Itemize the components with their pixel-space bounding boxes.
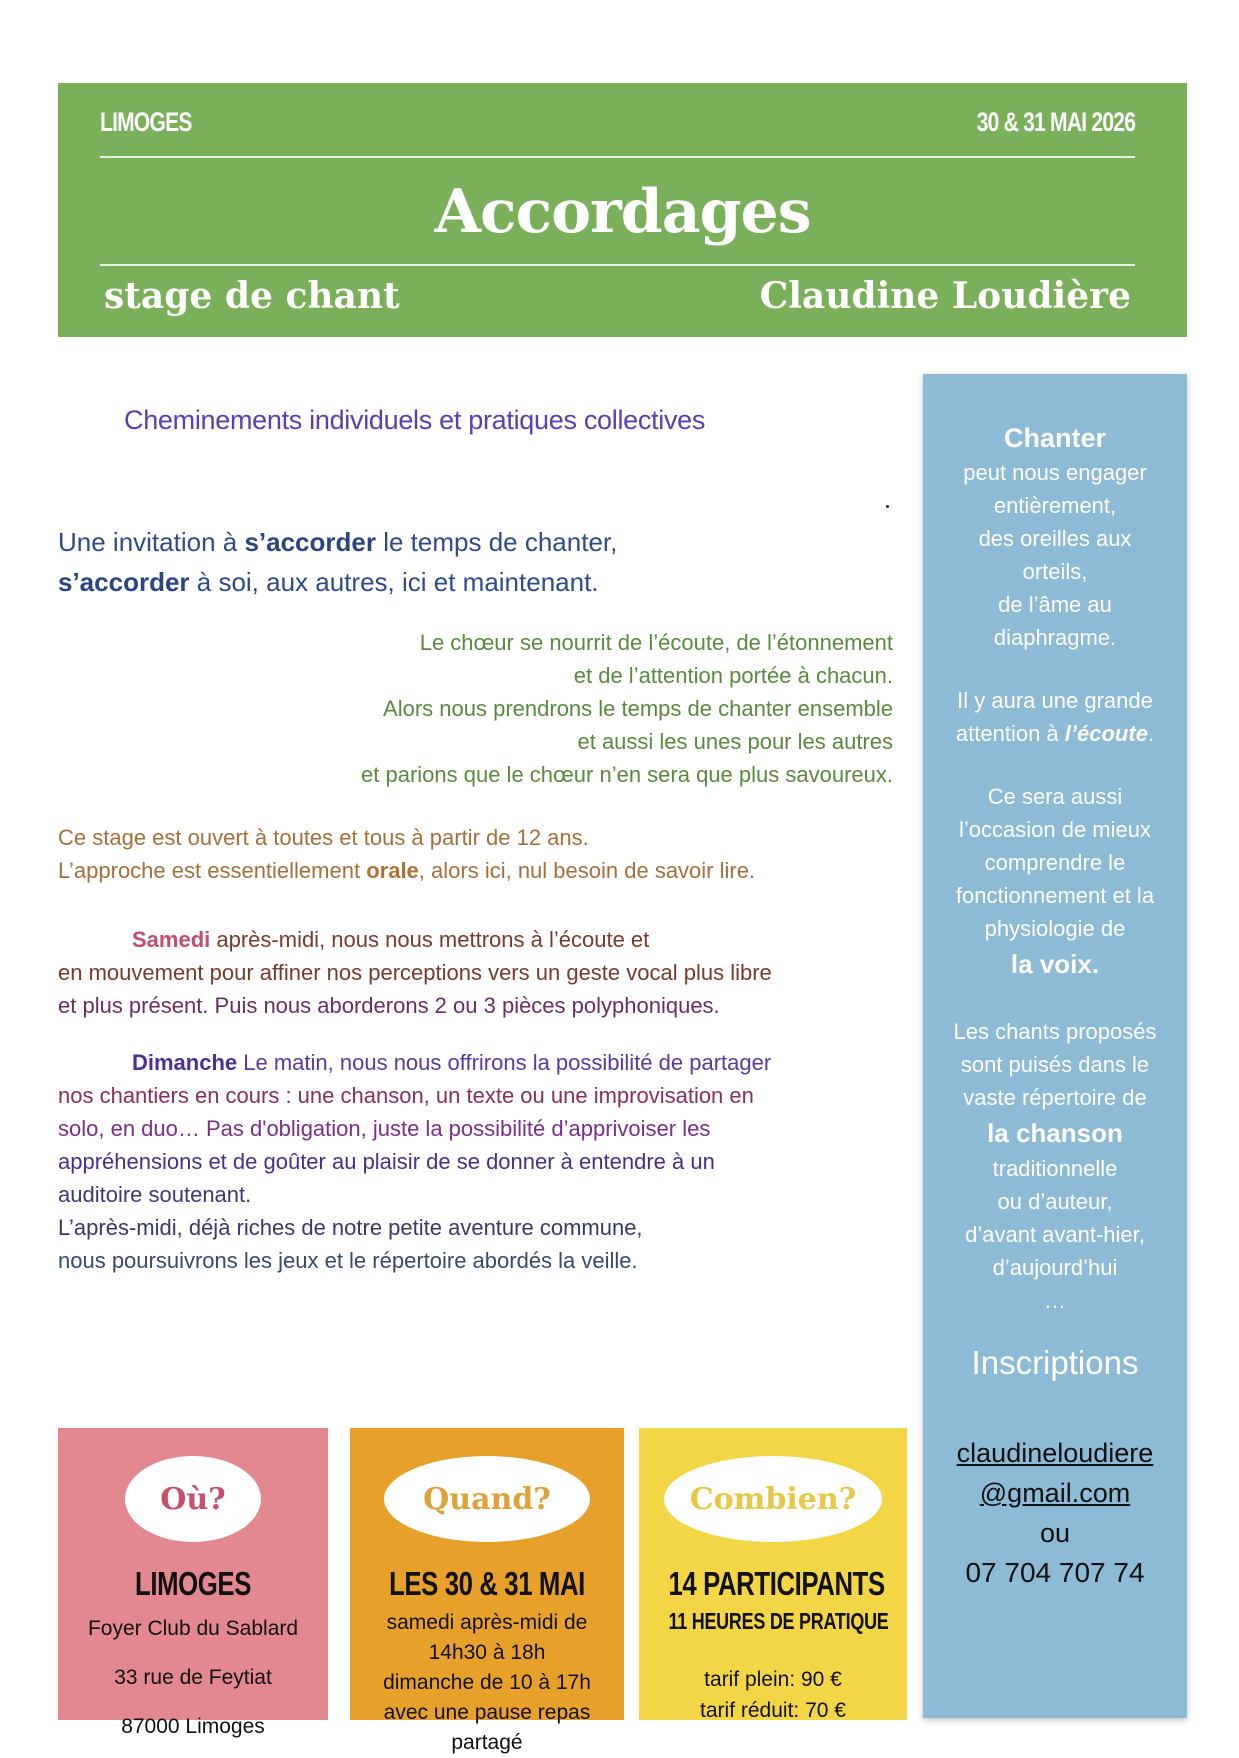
sidebar-line xyxy=(923,717,1187,750)
sidebar-line: l’occasion de mieux xyxy=(959,817,1151,842)
sidebar-voice-emphasis: la voix. xyxy=(1010,949,1100,979)
sidebar-chanter-title: Chanter xyxy=(1003,423,1106,453)
sidebar-repertoire xyxy=(923,1015,1187,1317)
choeur-line: et aussi les unes pour les autres xyxy=(577,729,893,754)
card-price xyxy=(639,1428,907,1720)
where-line: 87000 Limoges xyxy=(121,1715,265,1738)
intro-text: Une invitation à xyxy=(58,527,245,557)
header-divider-bottom xyxy=(100,264,1135,266)
choeur-line: et de l’attention portée à chacun. xyxy=(573,663,893,688)
contact-or: ou xyxy=(1039,1518,1071,1548)
registration-contact xyxy=(923,1433,1187,1593)
sidebar-line: vaste répertoire de xyxy=(963,1085,1147,1110)
choeur-line: Le chœur se nourrit de l’écoute, de l’étonnement xyxy=(419,630,893,655)
info-sidebar xyxy=(923,374,1187,1718)
saturday-line-1 xyxy=(58,923,898,956)
saturday-text: après-midi, nous nous mettrons à l’écoute et xyxy=(210,927,650,952)
where-details xyxy=(58,1604,328,1751)
sidebar-text: attention à xyxy=(955,721,1065,746)
sidebar-line: diaphragme. xyxy=(993,625,1117,650)
card-where xyxy=(58,1428,328,1738)
sidebar-chanter xyxy=(923,420,1187,654)
main-column xyxy=(58,400,898,1277)
tagline: Cheminements individuels et pratiques collectives xyxy=(124,405,706,435)
event-title: Accordages xyxy=(434,177,811,247)
sidebar-line: Les chants proposés xyxy=(953,1019,1157,1044)
phone-number[interactable]: 07 704 707 74 xyxy=(965,1557,1145,1588)
email-part-1[interactable]: claudineloudiere xyxy=(956,1438,1154,1468)
sunday-line-1 xyxy=(58,1046,898,1079)
event-subtitle: stage de chant xyxy=(104,275,400,317)
sidebar-attention xyxy=(923,684,1187,750)
where-question-badge: Où? xyxy=(125,1456,261,1542)
sidebar-line: d’aujourd’hui xyxy=(992,1255,1118,1280)
audience-emphasis: orale xyxy=(366,858,419,883)
where-line: Foyer Club du Sablard xyxy=(87,1617,299,1640)
sidebar-emphasis: l’écoute xyxy=(1064,721,1148,746)
sunday-text: Le matin, nous nous offrirons la possibilité de partager xyxy=(237,1050,772,1075)
saturday-paragraph xyxy=(58,923,898,1022)
saturday-line-2: en mouvement pour affiner nos perceptions vers un geste vocal plus libre xyxy=(58,960,772,985)
price-headline: 14 PARTICIPANTS xyxy=(668,1565,885,1602)
when-details xyxy=(350,1608,624,1758)
sidebar-line: sont puisés dans le xyxy=(960,1052,1150,1077)
sunday-line-7: nous poursuivrons les jeux et le répertoire abordés la veille. xyxy=(58,1248,638,1273)
intro-line-1 xyxy=(58,522,898,562)
sidebar-line: … xyxy=(1044,1288,1066,1313)
when-line: dimanche de 10 à 17h xyxy=(383,1671,591,1694)
when-line: partagé xyxy=(451,1731,523,1754)
event-author: Claudine Loudière xyxy=(759,275,1131,317)
sidebar-line: ou d’auteur, xyxy=(997,1189,1113,1214)
sidebar-line: orteils, xyxy=(1022,559,1088,584)
sidebar-line: comprendre le xyxy=(984,850,1126,875)
where-line: 33 rue de Feytiat xyxy=(114,1666,272,1689)
sidebar-repertoire-emphasis: la chanson xyxy=(987,1118,1123,1148)
sidebar-line: fonctionnement et la xyxy=(955,883,1155,908)
sidebar-line: Il y aura une grande xyxy=(957,688,1153,713)
sidebar-line: de l’âme au xyxy=(998,592,1112,617)
sidebar-line: d’avant avant-hier, xyxy=(965,1222,1145,1247)
price-line: tarif plein: 90 € xyxy=(704,1668,842,1691)
sidebar-line: Ce sera aussi xyxy=(987,784,1123,809)
email-link[interactable] xyxy=(923,1433,1187,1513)
sidebar-text: . xyxy=(1147,721,1155,746)
audience-text: , alors ici, nul besoin de savoir lire. xyxy=(418,858,756,883)
sunday-line-3: solo, en duo… Pas d'obligation, juste la possibilité d’apprivoiser les xyxy=(58,1116,711,1141)
price-line: tarif réduit: 70 € xyxy=(700,1699,846,1722)
price-details xyxy=(639,1664,907,1726)
choeur-line: et parions que le chœur n’en sera que plus savoureux. xyxy=(361,762,893,787)
choeur-line: Alors nous prendrons le temps de chanter ensemble xyxy=(383,696,893,721)
saturday-label: Samedi xyxy=(132,927,211,952)
registration-title: Inscriptions xyxy=(971,1344,1139,1381)
card-when xyxy=(350,1428,624,1754)
price-subheadline: 11 HEURES DE PRATIQUE xyxy=(668,1608,889,1634)
sidebar-line: peut nous engager xyxy=(963,460,1147,485)
audience-line-1: Ce stage est ouvert à toutes et tous à partir de 12 ans. xyxy=(58,825,589,850)
intro-paragraph xyxy=(58,522,898,602)
intro-text: à soi, aux autres, ici et maintenant. xyxy=(189,567,599,597)
intro-emphasis: s’accorder xyxy=(244,527,376,557)
sunday-paragraph xyxy=(58,1046,898,1277)
where-headline: LIMOGES xyxy=(135,1565,251,1602)
price-question-badge: Combien? xyxy=(664,1456,882,1542)
header-divider-top xyxy=(100,156,1135,158)
choeur-paragraph xyxy=(58,626,893,791)
sunday-line-2: nos chantiers en cours : une chanson, un texte ou une improvisation en xyxy=(58,1083,754,1108)
intro-text: le temps de chanter, xyxy=(375,527,618,557)
audience-text: L’approche est essentiellement xyxy=(58,858,367,883)
sidebar-line: des oreilles aux xyxy=(978,526,1132,551)
when-headline: LES 30 & 31 MAI xyxy=(389,1565,585,1602)
sidebar-line: physiologie de xyxy=(984,916,1126,941)
saturday-line-3: et plus présent. Puis nous aborderons 2 ou 3 pièces polyphoniques. xyxy=(58,993,720,1018)
header-banner xyxy=(58,83,1187,337)
intro-line-2 xyxy=(58,562,898,602)
when-line: 14h30 à 18h xyxy=(428,1641,546,1664)
email-part-2[interactable]: @gmail.com xyxy=(979,1478,1131,1508)
sunday-label: Dimanche xyxy=(132,1050,238,1075)
when-line: avec une pause repas xyxy=(383,1701,591,1724)
when-question-badge: Quand? xyxy=(384,1456,590,1542)
audience-line-2 xyxy=(58,854,898,887)
header-city: LIMOGES xyxy=(100,107,192,137)
when-line: samedi après-midi de xyxy=(386,1611,588,1634)
sunday-line-6: L’après-midi, déjà riches de notre petite aventure commune, xyxy=(58,1215,643,1240)
sunday-line-4: appréhensions et de goûter au plaisir de se donner à entendre à un xyxy=(58,1149,715,1174)
header-date: 30 & 31 MAI 2026 xyxy=(976,107,1135,137)
sidebar-line: entièrement, xyxy=(993,493,1117,518)
sidebar-voice xyxy=(923,780,1187,983)
audience-paragraph xyxy=(58,821,898,887)
sidebar-line: traditionnelle xyxy=(992,1156,1118,1181)
sunday-line-5: auditoire soutenant. xyxy=(58,1182,252,1207)
intro-emphasis: s’accorder xyxy=(58,567,190,597)
